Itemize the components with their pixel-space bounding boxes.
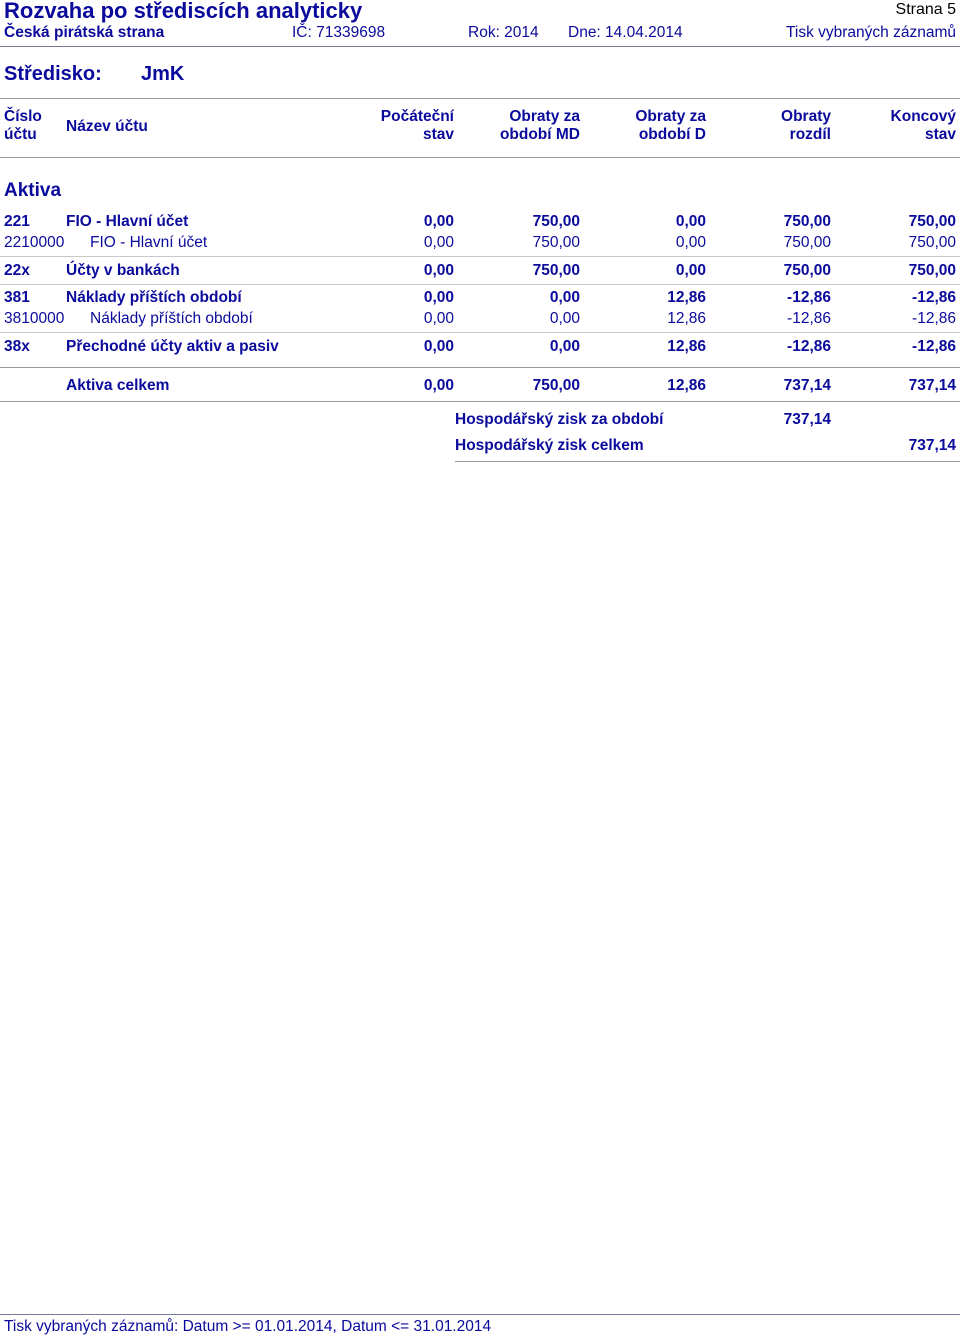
row-diff: -12,86 (787, 310, 831, 327)
total-md: 750,00 (532, 377, 580, 394)
header-bottom-rule (0, 157, 960, 158)
page-number: Strana 5 (895, 1, 956, 18)
total-start: 0,00 (423, 377, 454, 394)
row-account-name: FIO - Hlavní účet (90, 234, 208, 251)
row-d: 0,00 (675, 213, 706, 230)
row-start: 0,00 (423, 289, 454, 306)
row-md: 750,00 (532, 262, 580, 279)
profit-period-value: 737,14 (783, 411, 831, 428)
row-end: 750,00 (908, 213, 956, 230)
row-md: 0,00 (549, 338, 580, 355)
report-year: Rok: 2014 (468, 24, 539, 41)
row-d: 12,86 (667, 338, 706, 355)
profit-rule (455, 461, 960, 462)
ico-number: IČ: 71339698 (292, 24, 386, 41)
row-diff: -12,86 (787, 338, 831, 355)
profit-total-label: Hospodářský zisk celkem (455, 437, 644, 454)
row-end: -12,86 (912, 338, 956, 355)
section-title: Aktiva (4, 180, 62, 201)
row-divider (0, 256, 960, 257)
col-header-end: Koncový stav (890, 108, 956, 143)
row-start: 0,00 (423, 262, 454, 279)
footer-filter: Tisk vybraných záznamů: Datum >= 01.01.2014, Datum <= 31.01.2014 (4, 1318, 492, 1335)
total-end: 737,14 (908, 377, 956, 394)
row-end: 750,00 (908, 234, 956, 251)
row-account-no: 381 (4, 289, 30, 306)
col-header-d: Obraty za období D (635, 108, 706, 143)
row-end: -12,86 (912, 310, 956, 327)
footer-rule (0, 1314, 960, 1315)
total-bottom-rule (0, 401, 960, 402)
row-md: 0,00 (549, 289, 580, 306)
profit-period-label: Hospodářský zisk za období (455, 411, 664, 428)
row-start: 0,00 (423, 234, 454, 251)
row-md: 750,00 (532, 234, 580, 251)
row-d: 0,00 (675, 262, 706, 279)
total-top-rule (0, 367, 960, 368)
total-d: 12,86 (667, 377, 706, 394)
row-account-no: 2210000 (4, 234, 65, 251)
row-start: 0,00 (423, 213, 454, 230)
organization-name: Česká pirátská strana (4, 24, 165, 41)
report-title: Rozvaha po střediscích analyticky (4, 0, 363, 23)
row-account-name: FIO - Hlavní účet (66, 213, 189, 230)
row-md: 750,00 (532, 213, 580, 230)
center-label: Středisko: (4, 63, 102, 85)
row-account-name: Přechodné účty aktiv a pasiv (66, 338, 279, 355)
row-diff: 750,00 (783, 234, 831, 251)
row-divider (0, 284, 960, 285)
row-diff: 750,00 (783, 213, 831, 230)
total-label: Aktiva celkem (66, 377, 170, 394)
col-header-md: Obraty za období MD (499, 108, 580, 143)
header-rule (0, 46, 960, 47)
row-divider (0, 332, 960, 333)
row-account-no: 22x (4, 262, 30, 279)
row-start: 0,00 (423, 310, 454, 327)
row-d: 12,86 (667, 310, 706, 327)
report-date: Dne: 14.04.2014 (568, 24, 683, 41)
row-start: 0,00 (423, 338, 454, 355)
col-header-start: Počáteční stav (380, 108, 454, 143)
print-selection-label: Tisk vybraných záznamů (786, 24, 956, 41)
profit-total-value: 737,14 (908, 437, 956, 454)
row-account-no: 3810000 (4, 310, 65, 327)
total-diff: 737,14 (783, 377, 831, 394)
col-header-diff: Obraty rozdíl (781, 108, 831, 143)
row-account-name: Náklady příštích období (66, 289, 242, 306)
row-md: 0,00 (549, 310, 580, 327)
row-account-name: Účty v bankách (66, 262, 180, 279)
col-header-account-no: Číslo účtu (4, 108, 42, 143)
col-header-account-name: Název účtu (66, 118, 148, 135)
row-account-no: 38x (4, 338, 30, 355)
row-d: 12,86 (667, 289, 706, 306)
row-end: 750,00 (908, 262, 956, 279)
row-account-no: 221 (4, 213, 30, 230)
row-diff: -12,86 (787, 289, 831, 306)
center-rule (0, 98, 960, 99)
center-value: JmK (141, 63, 185, 85)
row-d: 0,00 (675, 234, 706, 251)
row-end: -12,86 (912, 289, 956, 306)
row-account-name: Náklady příštích období (90, 310, 253, 327)
row-diff: 750,00 (783, 262, 831, 279)
